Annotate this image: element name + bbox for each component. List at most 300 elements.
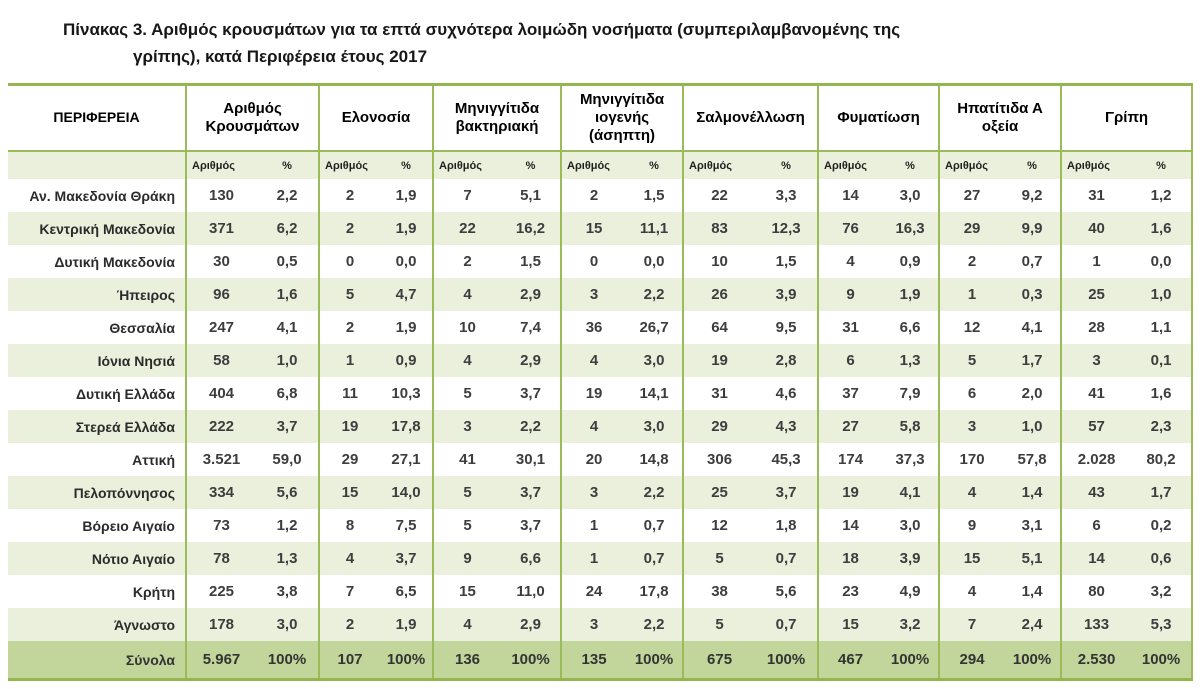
percent-value: 59,0 xyxy=(272,451,302,468)
count-value: 3 xyxy=(561,278,626,311)
percent-value: 4,9 xyxy=(899,583,921,600)
percent-value: 3,0 xyxy=(626,410,683,443)
count-value: 222 xyxy=(186,410,256,443)
count-value: 4 xyxy=(818,245,882,278)
count-value: 40 xyxy=(1061,212,1131,245)
percent-value: 1,9 xyxy=(380,212,433,245)
table-row xyxy=(8,344,1192,377)
count-value: 3 xyxy=(939,410,1004,443)
percent-value: 2,2 xyxy=(626,608,683,641)
percent-value: 26,7 xyxy=(639,319,669,336)
count-value: 2 xyxy=(319,608,380,641)
count-value: 24 xyxy=(561,575,626,608)
percent-value: 5,1 xyxy=(520,187,541,204)
percent-value: 3,7 xyxy=(256,410,319,443)
percent-value: 4,7 xyxy=(380,278,433,311)
count-value: 3 xyxy=(1061,344,1131,377)
percent-value: 9,9 xyxy=(1004,212,1061,245)
percent-value: 1,5 xyxy=(775,253,797,270)
percent-value: 4,3 xyxy=(755,410,818,443)
percent-value: 2,8 xyxy=(755,344,818,377)
count-value: 4 xyxy=(433,608,501,641)
count-value: 5 xyxy=(319,278,380,311)
count-value: 23 xyxy=(818,575,882,608)
percent-value: 1,9 xyxy=(395,319,417,336)
percent-value: 0,2 xyxy=(1150,517,1172,534)
region-name: Δυτική Ελλάδα xyxy=(75,385,175,402)
region-name: Ήπειρος xyxy=(8,278,186,311)
percent-value: 7,5 xyxy=(395,517,417,534)
percent-value: 4,1 xyxy=(1021,319,1043,336)
count-value: 1 xyxy=(561,509,626,542)
count-value: 19 xyxy=(319,410,380,443)
count-value: 27 xyxy=(818,410,882,443)
percent-value: 0,0 xyxy=(643,253,665,270)
count-value: 2 xyxy=(433,245,501,278)
count-value: 10 xyxy=(683,245,755,278)
subheader-number: Αριθμός xyxy=(818,151,882,179)
percent-value: 2,2 xyxy=(626,476,683,509)
subheader-percent: % xyxy=(882,151,939,179)
table-row xyxy=(8,311,1192,344)
percent-value: 0,3 xyxy=(1004,278,1061,311)
count-value: 4 xyxy=(433,344,501,377)
count-value: 4 xyxy=(561,344,626,377)
percent-value: 0,7 xyxy=(643,517,665,534)
table-row xyxy=(8,410,1192,443)
count-value: 3.521 xyxy=(186,443,256,476)
count-value: 4 xyxy=(939,476,1004,509)
count-value: 1 xyxy=(939,278,1004,311)
count-value: 4 xyxy=(433,278,501,311)
count-value: 0 xyxy=(319,245,380,278)
count-value: 7 xyxy=(319,575,380,608)
percent-value: 30,1 xyxy=(515,451,546,468)
percent-value: 0,7 xyxy=(755,542,818,575)
percent-value: 5,3 xyxy=(1131,608,1192,641)
percent-value: 1,7 xyxy=(1131,476,1192,509)
percent-value: 2,9 xyxy=(501,278,561,311)
percent-value: 12,3 xyxy=(755,212,818,245)
percent-value: 3,2 xyxy=(1150,583,1172,600)
table-row xyxy=(8,575,1192,608)
region-name: Θεσσαλία xyxy=(109,319,175,336)
count-value: 178 xyxy=(186,608,256,641)
region-name: Πελοπόννησος xyxy=(8,476,186,509)
count-value: 675 xyxy=(683,641,755,680)
count-value: 3 xyxy=(561,608,626,641)
count-value: 15 xyxy=(319,476,380,509)
subheader-number: Αριθμός xyxy=(1061,151,1131,179)
percent-value: 10,3 xyxy=(391,385,421,402)
percent-value: 100% xyxy=(755,641,818,680)
table-row xyxy=(8,542,1192,575)
percent-value: 0,5 xyxy=(276,253,298,270)
count-value: 225 xyxy=(186,575,256,608)
percent-value: 0,7 xyxy=(626,542,683,575)
count-value: 130 xyxy=(186,179,256,212)
percent-value: 2,2 xyxy=(501,410,561,443)
group-header: Αριθμός Κρουσμάτων xyxy=(186,85,319,152)
count-value: 41 xyxy=(433,443,501,476)
count-value: 3 xyxy=(433,410,501,443)
count-value: 1 xyxy=(319,344,380,377)
count-value: 1 xyxy=(1061,245,1131,278)
count-value: 136 xyxy=(433,641,501,680)
totals-row xyxy=(8,641,1192,680)
percent-value: 2,0 xyxy=(1021,385,1043,402)
subheader-row xyxy=(8,151,1192,179)
group-header: Ελονοσία xyxy=(319,85,433,152)
count-value: 107 xyxy=(319,641,380,680)
count-value: 334 xyxy=(186,476,256,509)
percent-value: 0,1 xyxy=(1131,344,1192,377)
table-body xyxy=(8,179,1192,680)
count-value: 2 xyxy=(319,179,380,212)
percent-value: 1,3 xyxy=(882,344,939,377)
count-value: 41 xyxy=(1061,377,1131,410)
subheader-number: Αριθμός xyxy=(186,151,256,179)
count-value: 4 xyxy=(319,542,380,575)
count-value: 12 xyxy=(683,509,755,542)
count-value: 37 xyxy=(818,377,882,410)
percent-value: 4,1 xyxy=(276,319,298,336)
count-value: 15 xyxy=(561,212,626,245)
region-name: Βόρειο Αιγαίο xyxy=(82,517,175,534)
count-value: 29 xyxy=(319,443,380,476)
count-value: 36 xyxy=(561,311,626,344)
percent-value: 5,8 xyxy=(882,410,939,443)
group-header: Ηπατίτιδα Α οξεία xyxy=(939,85,1061,152)
percent-value: 3,0 xyxy=(899,187,921,204)
count-value: 5 xyxy=(433,476,501,509)
percent-value: 0,9 xyxy=(380,344,433,377)
percent-value: 100% xyxy=(1131,641,1192,680)
count-value: 404 xyxy=(186,377,256,410)
percent-value: 100% xyxy=(380,641,433,680)
count-value: 29 xyxy=(683,410,755,443)
region-column-header: ΠΕΡΙΦΕΡΕΙΑ xyxy=(8,85,186,152)
count-value: 3 xyxy=(561,476,626,509)
count-value: 9 xyxy=(433,542,501,575)
count-value: 80 xyxy=(1061,575,1131,608)
count-value: 0 xyxy=(561,245,626,278)
percent-value: 2,9 xyxy=(501,344,561,377)
percent-value: 100% xyxy=(1004,641,1061,680)
count-value: 96 xyxy=(186,278,256,311)
count-value: 2.028 xyxy=(1061,443,1131,476)
table-row xyxy=(8,245,1192,278)
count-value: 18 xyxy=(818,542,882,575)
count-value: 11 xyxy=(319,377,380,410)
count-value: 5 xyxy=(683,542,755,575)
table-row xyxy=(8,278,1192,311)
percent-value: 0,0 xyxy=(1150,253,1172,270)
percent-value: 3,0 xyxy=(626,344,683,377)
percent-value: 1,2 xyxy=(1150,187,1172,204)
count-value: 73 xyxy=(186,509,256,542)
group-header: Φυματίωση xyxy=(818,85,939,152)
count-value: 19 xyxy=(818,476,882,509)
percent-value: 7,9 xyxy=(899,385,921,402)
percent-value: 1,5 xyxy=(643,187,665,204)
percent-value: 6,6 xyxy=(501,542,561,575)
percent-value: 1,7 xyxy=(1004,344,1061,377)
percent-value: 100% xyxy=(882,641,939,680)
table-row xyxy=(8,608,1192,641)
count-value: 15 xyxy=(939,542,1004,575)
percent-value: 3,2 xyxy=(882,608,939,641)
count-value: 7 xyxy=(433,179,501,212)
percent-value: 1,9 xyxy=(882,278,939,311)
count-value: 76 xyxy=(818,212,882,245)
count-value: 28 xyxy=(1061,311,1131,344)
percent-value: 3,3 xyxy=(775,187,797,204)
percent-value: 1,9 xyxy=(395,187,417,204)
percent-value: 2,2 xyxy=(276,187,298,204)
percent-value: 0,6 xyxy=(1131,542,1192,575)
count-value: 43 xyxy=(1061,476,1131,509)
count-value: 247 xyxy=(186,311,256,344)
percent-value: 3,7 xyxy=(520,517,541,534)
percent-value: 16,2 xyxy=(501,212,561,245)
table-row xyxy=(8,212,1192,245)
region-name: Στερεά Ελλάδα xyxy=(8,410,186,443)
percent-value: 16,3 xyxy=(882,212,939,245)
count-value: 2.530 xyxy=(1061,641,1131,680)
count-value: 57 xyxy=(1061,410,1131,443)
subheader-percent: % xyxy=(380,151,433,179)
percent-value: 9,2 xyxy=(1021,187,1043,204)
count-value: 58 xyxy=(186,344,256,377)
group-header: Μηνιγγίτιδα ιογενής (άσηπτη) xyxy=(561,85,683,152)
count-value: 31 xyxy=(818,311,882,344)
count-value: 294 xyxy=(939,641,1004,680)
count-value: 29 xyxy=(939,212,1004,245)
percent-value: 27,1 xyxy=(391,451,421,468)
count-value: 9 xyxy=(939,509,1004,542)
count-value: 2 xyxy=(319,212,380,245)
percent-value: 4,6 xyxy=(775,385,797,402)
cases-by-region-table xyxy=(8,83,1193,681)
subheader-number: Αριθμός xyxy=(561,151,626,179)
percent-value: 3,7 xyxy=(520,385,541,402)
count-value: 6 xyxy=(818,344,882,377)
subheader-percent: % xyxy=(501,151,561,179)
percent-value: 11,1 xyxy=(626,212,683,245)
count-value: 5 xyxy=(939,344,1004,377)
percent-value: 100% xyxy=(626,641,683,680)
percent-value: 1,9 xyxy=(380,608,433,641)
percent-value: 4,1 xyxy=(882,476,939,509)
totals-label: Σύνολα xyxy=(8,641,186,680)
percent-value: 5,6 xyxy=(256,476,319,509)
header-row xyxy=(8,85,1192,152)
region-name: Άγνωστο xyxy=(8,608,186,641)
percent-value: 11,0 xyxy=(516,583,545,600)
table-row xyxy=(8,476,1192,509)
count-value: 1 xyxy=(561,542,626,575)
count-value: 5 xyxy=(433,377,501,410)
percent-value: 3,0 xyxy=(256,608,319,641)
table-title xyxy=(63,16,1160,70)
percent-value: 0,9 xyxy=(899,253,921,270)
percent-value: 1,6 xyxy=(1131,212,1192,245)
count-value: 12 xyxy=(939,311,1004,344)
subheader-number: Αριθμός xyxy=(683,151,755,179)
count-value: 8 xyxy=(319,509,380,542)
percent-value: 0,7 xyxy=(755,608,818,641)
percent-value: 3,7 xyxy=(755,476,818,509)
percent-value: 1,2 xyxy=(276,517,298,534)
count-value: 22 xyxy=(683,179,755,212)
subheader-percent: % xyxy=(755,151,818,179)
percent-value: 2,4 xyxy=(1004,608,1061,641)
table-row xyxy=(8,179,1192,212)
count-value: 15 xyxy=(433,575,501,608)
count-value: 15 xyxy=(818,608,882,641)
count-value: 14 xyxy=(1061,542,1131,575)
group-header: Σαλμονέλλωση xyxy=(683,85,818,152)
count-value: 78 xyxy=(186,542,256,575)
count-value: 26 xyxy=(683,278,755,311)
subheader-number: Αριθμός xyxy=(939,151,1004,179)
count-value: 7 xyxy=(939,608,1004,641)
percent-value: 37,3 xyxy=(895,451,925,468)
count-value: 38 xyxy=(683,575,755,608)
count-value: 2 xyxy=(319,311,380,344)
count-value: 14 xyxy=(818,179,882,212)
table-row xyxy=(8,377,1192,410)
percent-value: 100% xyxy=(501,641,561,680)
subheader-percent: % xyxy=(1004,151,1061,179)
region-name: Αττική xyxy=(132,451,175,468)
count-value: 31 xyxy=(683,377,755,410)
count-value: 133 xyxy=(1061,608,1131,641)
count-value: 25 xyxy=(683,476,755,509)
percent-value: 17,8 xyxy=(639,583,669,600)
count-value: 64 xyxy=(683,311,755,344)
count-value: 30 xyxy=(186,245,256,278)
region-name: Αν. Μακεδονία Θράκη xyxy=(29,187,175,204)
percent-value: 2,2 xyxy=(626,278,683,311)
count-value: 2 xyxy=(561,179,626,212)
percent-value: 6,5 xyxy=(395,583,417,600)
count-value: 135 xyxy=(561,641,626,680)
percent-value: 1,3 xyxy=(256,542,319,575)
percent-value: 80,2 xyxy=(1146,451,1176,468)
percent-value: 2,9 xyxy=(501,608,561,641)
percent-value: 45,3 xyxy=(771,451,801,468)
count-value: 19 xyxy=(683,344,755,377)
region-name: Κρήτη xyxy=(132,583,175,600)
percent-value: 17,8 xyxy=(380,410,433,443)
region-name: Δυτική Μακεδονία xyxy=(54,253,175,270)
count-value: 170 xyxy=(939,443,1004,476)
subheader-percent: % xyxy=(256,151,319,179)
count-value: 5 xyxy=(433,509,501,542)
count-value: 19 xyxy=(561,377,626,410)
count-value: 22 xyxy=(433,212,501,245)
region-name: Κεντρική Μακεδονία xyxy=(8,212,186,245)
region-name: Νότιο Αιγαίο xyxy=(8,542,186,575)
percent-value: 3,7 xyxy=(380,542,433,575)
count-value: 20 xyxy=(561,443,626,476)
count-value: 9 xyxy=(818,278,882,311)
percent-value: 5,6 xyxy=(775,583,797,600)
group-header: Γρίπη xyxy=(1061,85,1192,152)
percent-value: 14,0 xyxy=(380,476,433,509)
table-row xyxy=(8,509,1192,542)
count-value: 371 xyxy=(186,212,256,245)
percent-value: 57,8 xyxy=(1017,451,1047,468)
group-header: Μηνιγγίτιδα βακτηριακή xyxy=(433,85,561,152)
percent-value: 3,1 xyxy=(1021,517,1043,534)
count-value: 27 xyxy=(939,179,1004,212)
percent-value: 3,7 xyxy=(501,476,561,509)
percent-value: 0,7 xyxy=(1021,253,1043,270)
count-value: 467 xyxy=(818,641,882,680)
percent-value: 6,6 xyxy=(899,319,921,336)
percent-value: 3,8 xyxy=(276,583,298,600)
percent-value: 3,9 xyxy=(882,542,939,575)
percent-value: 6,2 xyxy=(256,212,319,245)
count-value: 6 xyxy=(1061,509,1131,542)
percent-value: 100% xyxy=(256,641,319,680)
count-value: 174 xyxy=(818,443,882,476)
percent-value: 14,8 xyxy=(639,451,669,468)
percent-value: 1,6 xyxy=(1150,385,1172,402)
percent-value: 6,8 xyxy=(276,385,298,402)
subheader-number: Αριθμός xyxy=(433,151,501,179)
percent-value: 5,1 xyxy=(1004,542,1061,575)
count-value: 25 xyxy=(1061,278,1131,311)
percent-value: 2,3 xyxy=(1131,410,1192,443)
subheader-region-cell xyxy=(8,151,186,179)
count-value: 14 xyxy=(818,509,882,542)
percent-value: 9,5 xyxy=(775,319,797,336)
count-value: 306 xyxy=(683,443,755,476)
percent-value: 1,0 xyxy=(1131,278,1192,311)
count-value: 5.967 xyxy=(186,641,256,680)
region-name: Ιόνια Νησιά xyxy=(8,344,186,377)
percent-value: 14,1 xyxy=(639,385,669,402)
percent-value: 1,1 xyxy=(1150,319,1172,336)
percent-value: 0,0 xyxy=(395,253,417,270)
count-value: 10 xyxy=(433,311,501,344)
subheader-percent: % xyxy=(1131,151,1192,179)
count-value: 2 xyxy=(939,245,1004,278)
count-value: 5 xyxy=(683,608,755,641)
percent-value: 1,4 xyxy=(1004,476,1061,509)
percent-value: 1,0 xyxy=(256,344,319,377)
percent-value: 3,0 xyxy=(899,517,921,534)
percent-value: 1,6 xyxy=(256,278,319,311)
table-row xyxy=(8,443,1192,476)
table-title-line2: γρίπης), κατά Περιφέρεια έτους 2017 xyxy=(133,47,428,66)
percent-value: 1,8 xyxy=(775,517,797,534)
percent-value: 1,4 xyxy=(1021,583,1043,600)
count-value: 83 xyxy=(683,212,755,245)
subheader-number: Αριθμός xyxy=(319,151,380,179)
table-title-line1: Πίνακας 3. Αριθμός κρουσμάτων για τα επτά συχνότερα λοιμώδη νοσήματα (συμπεριλαμβανομένης της xyxy=(63,20,901,39)
percent-value: 3,9 xyxy=(755,278,818,311)
percent-value: 7,4 xyxy=(520,319,541,336)
subheader-percent: % xyxy=(626,151,683,179)
count-value: 4 xyxy=(939,575,1004,608)
count-value: 4 xyxy=(561,410,626,443)
percent-value: 1,0 xyxy=(1004,410,1061,443)
